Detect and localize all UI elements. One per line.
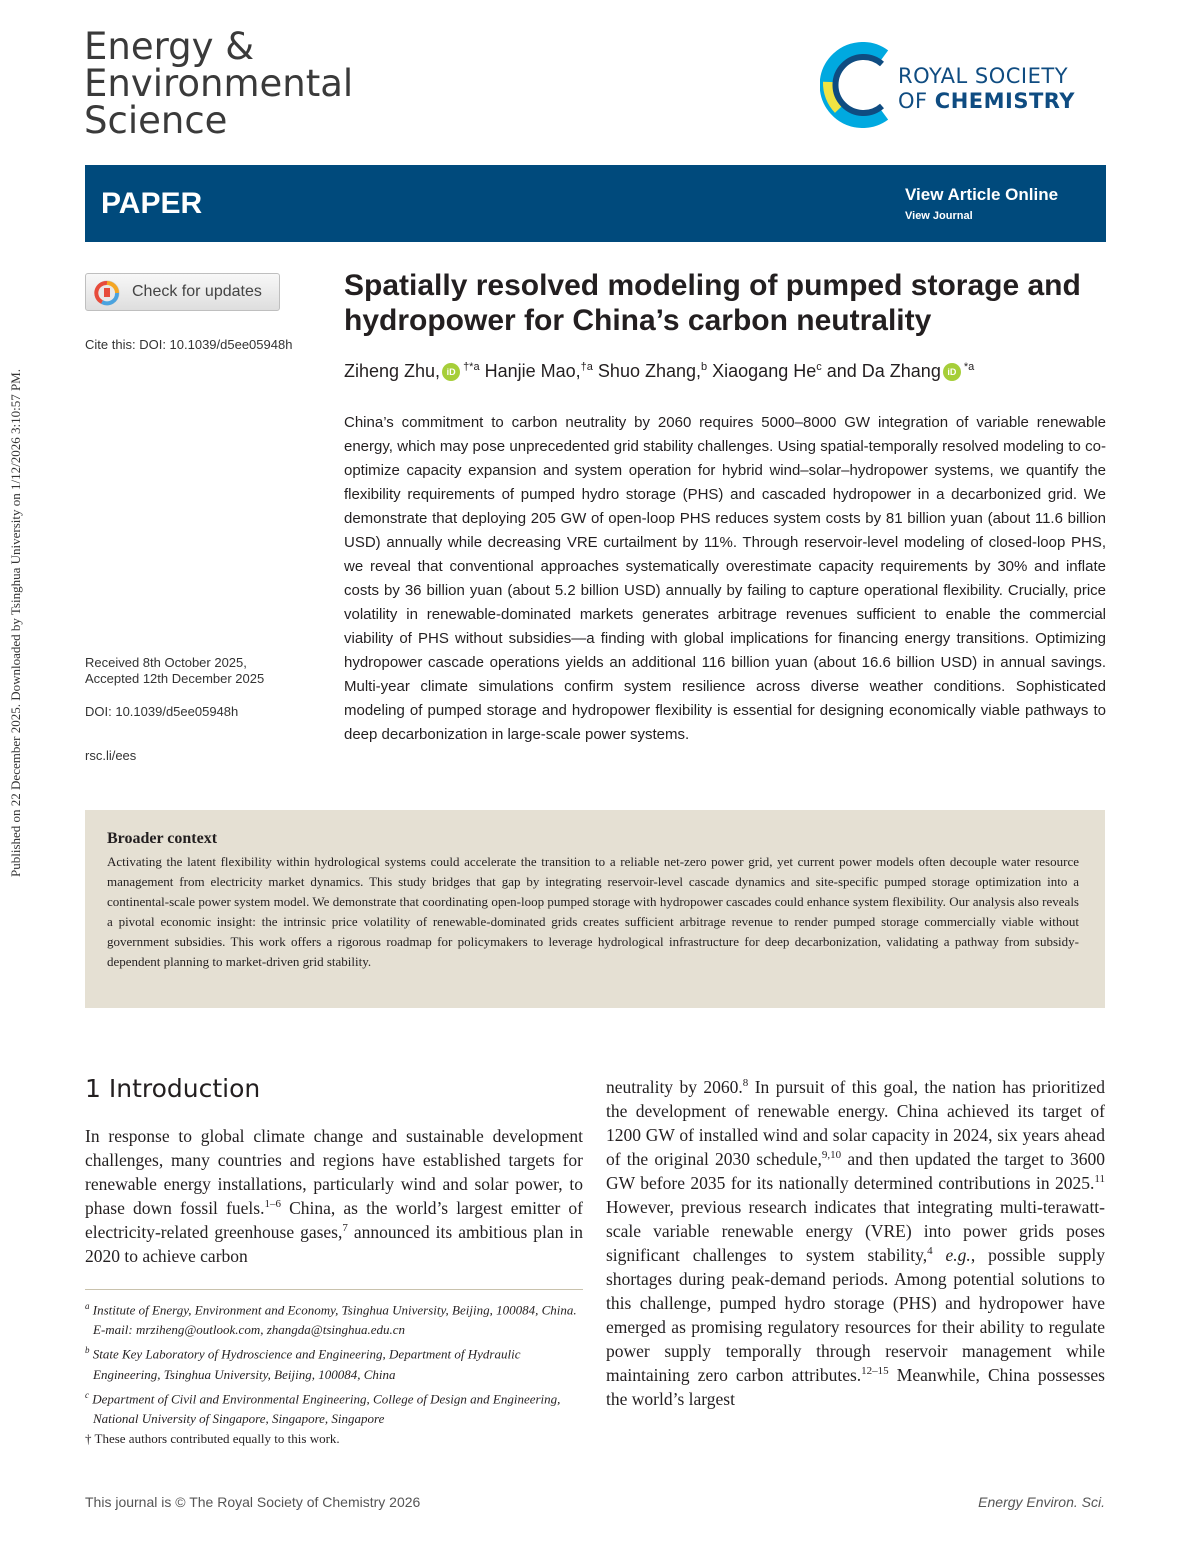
- rsc-logo[interactable]: [820, 42, 1110, 128]
- section-heading: 1 Introduction: [85, 1074, 261, 1103]
- view-article-online-link[interactable]: View Article Online: [905, 185, 1059, 204]
- journal-title: [84, 25, 354, 142]
- citation-ref[interactable]: 11: [1094, 1173, 1105, 1186]
- author-name[interactable]: Xiaogang He: [712, 361, 817, 381]
- footnote-divider: [85, 1289, 583, 1290]
- publisher-line1: ROYAL SOCIETY: [898, 64, 1069, 88]
- body-text: neutrality by 2060.: [606, 1077, 743, 1097]
- broader-context-heading: Broader context: [107, 830, 218, 847]
- publisher-line2-prefix: OF: [898, 89, 928, 113]
- footnote-text: Institute of Energy, Environment and Economy, Tsinghua University, Beijing, 100084, China. E-mail: mrziheng@outlook.com, zhangda@tsinghua.edu.cn: [92, 1302, 577, 1338]
- author-marks: †a: [580, 361, 593, 373]
- download-note: [4, 312, 28, 942]
- broader-context-text: Activating the latent flexibility within hydrological systems could accelerate the transition to a reliable net-zero power grid, yet current power models often decouple water resource management from electricity market dynamics. This study bridges that gap by integrating reservoir-level cascade dynamics and site-specific pumped storage optimization into a continental-scale power system model. We demonstrate that coordinating open-loop pumped storage with hydropower cascades could enhance system flexibility. Our analysis also reveals a pivotal economic insight: the intrinsic price volatility of renewable-dominated grids creates sufficient arbitrage revenue to render pumped storage commercially viable without government subsidies. This work offers a rigorous roadmap for policymakers to leverage hydrological infrastructure for deep decarbonization, validating a pathway from subsidy-dependent planning to market-driven grid stability.: [107, 854, 1079, 969]
- body-text: However, previous research indicates that integrating multi-terawatt-scale variable renewable energy (VRE) into power grids poses significant challenges to system stability,: [606, 1197, 1105, 1265]
- download-note-text: Published on 22 December 2025. Downloaded by Tsinghua University on 1/12/2026 3:10:57 PM.: [8, 369, 23, 877]
- italic-text: e.g.: [945, 1245, 971, 1265]
- cite-this: [85, 337, 292, 353]
- accepted-date: Accepted 12th December 2025: [85, 671, 265, 686]
- footnote-mark: †: [85, 1430, 92, 1446]
- cite-doi[interactable]: DOI: 10.1039/d5ee05948h: [139, 337, 293, 352]
- author-name[interactable]: and Da Zhang: [826, 361, 941, 381]
- footnote: [85, 1385, 583, 1429]
- footnote-text: These authors contributed equally to this work.: [94, 1430, 340, 1446]
- journal-link[interactable]: rsc.li/ees: [85, 748, 137, 763]
- received-date: Received 8th October 2025,: [85, 655, 247, 670]
- citation-ref[interactable]: 12–15: [861, 1365, 889, 1378]
- article-type-banner: [85, 165, 1106, 242]
- body-text: In pursuit of this goal, the nation has prioritized the development of renewable energy. China achieved its target of 1200 GW of installed wind and solar capacity in 2024, six years ahead of the original 2030 schedule,: [606, 1077, 1105, 1169]
- author-marks: c: [816, 361, 822, 373]
- author-name[interactable]: Shuo Zhang,: [597, 361, 701, 381]
- journal-title-line: Environmental: [84, 62, 354, 105]
- abstract: China’s commitment to carbon neutrality by 2060 requires 5000–8000 GW integration of variable renewable energy, which may pose unprecedented grid stability challenges. Using spatial-temporally resolved modeling to co-optimize capacity expansion and system operation for hybrid wind–solar–hydropower systems, we quantify the flexibility requirements of pumped hydro storage (PHS) and cascaded hydropower in a decarbonized grid. We demonstrate that deploying 205 GW of open-loop PHS reduces system costs by 81 billion yuan (about 11.6 billion USD) annually while decreasing VRE curtailment by 11%. Through reservoir-level modeling of closed-loop PHS, we reveal that conventional approaches systematically overestimate capacity requirements by 30% and inflate costs by 36 billion yuan (about 5.2 billion USD) annually by failing to capture operational flexibility. Crucially, price volatility in renewable-dominated markets generates arbitrage revenues sufficient to enable the commercial viability of PHS without subsidies—a finding with global implications for financing energy transitions. Optimizing hydropower cascade operations yields an additional 116 billion yuan (about 16.6 billion USD) in annual savings. Multi-year climate simulations confirm system resilience across diverse weather conditions. Sophisticated modeling of pumped storage and hydropower flexibility is essential for designing economically viable pathways to deep decarbonization in large-scale power systems.: [344, 414, 1106, 743]
- author-list: [344, 361, 1104, 382]
- orcid-icon[interactable]: iD: [943, 363, 961, 381]
- journal-title-line: Energy &: [84, 25, 255, 68]
- check-updates-icon: [94, 280, 120, 306]
- body-text: Meanwhile, China possesses the world’s largest: [606, 1365, 1105, 1409]
- publisher-name: [898, 64, 1075, 114]
- author-name[interactable]: Ziheng Zhu,: [344, 361, 441, 381]
- author-marks: b: [701, 361, 708, 373]
- footnote: [85, 1340, 583, 1384]
- author-marks: †*a: [463, 361, 480, 373]
- citation-ref[interactable]: 8: [742, 1077, 749, 1090]
- intro-right-column: [606, 1075, 1105, 1411]
- citation-ref[interactable]: 9,10: [821, 1149, 842, 1162]
- footer-journal: Energy Environ. Sci.: [978, 1494, 1105, 1510]
- rsc-logo-icon: [820, 42, 896, 128]
- body-text: announced its ambitious plan in 2020 to achieve carbon: [85, 1222, 584, 1266]
- body-text: China, as the world’s largest emitter of electricity-related greenhouse gases,: [85, 1198, 583, 1242]
- body-text: [933, 1245, 946, 1265]
- footnote-text: State Key Laboratory of Hydroscience and Engineering, Department of Hydraulic Engineering, Tsinghua University, Beijing, 100084, China: [92, 1346, 521, 1382]
- footnote-text: Department of Civil and Environmental Engineering, College of Design and Engineering, National University of Singapore, Singapore, Singapore: [92, 1390, 561, 1426]
- footnote-mark: a: [85, 1301, 90, 1311]
- dates: [85, 655, 264, 687]
- broader-context-box: [85, 810, 1105, 1008]
- author-name[interactable]: Hanjie Mao,: [484, 361, 581, 381]
- view-journal-link[interactable]: View Journal: [905, 210, 973, 222]
- body-text: , possible supply shortages during peak-demand periods. Among potential solutions to this challenge, pumped hydro storage (PHS) and hydropower have emerged as promising regulatory resources for their ability to regulate power supply temporally through reservoir management while maintaining zero carbon attributes.: [606, 1245, 1105, 1385]
- article-title: Spatially resolved modeling of pumped storage and hydropower for China’s carbon neutrality: [344, 269, 1081, 337]
- orcid-icon[interactable]: iD: [442, 363, 460, 381]
- footnotes: [85, 1296, 583, 1449]
- citation-ref[interactable]: 1–6: [264, 1198, 281, 1211]
- journal-title-line: Science: [84, 99, 228, 142]
- footnote: [85, 1429, 583, 1449]
- footnote-mark: c: [85, 1389, 89, 1400]
- doi[interactable]: DOI: 10.1039/d5ee05948h: [85, 704, 239, 719]
- body-text: and then updated the target to 3600 GW before 2035 for its nationally determined contributions in 2025.: [606, 1149, 1105, 1193]
- footnote-mark: b: [85, 1345, 90, 1356]
- author-marks: *a: [963, 361, 975, 373]
- footnote: [85, 1296, 583, 1340]
- article-type: PAPER: [101, 187, 203, 220]
- footer-copyright: This journal is © The Royal Society of Chemistry 2026: [85, 1494, 421, 1510]
- citation-ref[interactable]: 7: [342, 1222, 348, 1235]
- publisher-line2-bold: CHEMISTRY: [934, 89, 1076, 113]
- check-for-updates-label: Check for updates: [132, 283, 262, 300]
- cite-label: Cite this:: [85, 337, 136, 352]
- check-for-updates-button[interactable]: [85, 273, 280, 311]
- citation-ref[interactable]: 4: [927, 1245, 933, 1258]
- intro-left-column: [85, 1124, 583, 1268]
- body-text: In response to global climate change and sustainable development challenges, many countries and regions have established targets for renewable energy installations, particularly wind and solar power, to phase down fossil fuels.: [85, 1126, 583, 1218]
